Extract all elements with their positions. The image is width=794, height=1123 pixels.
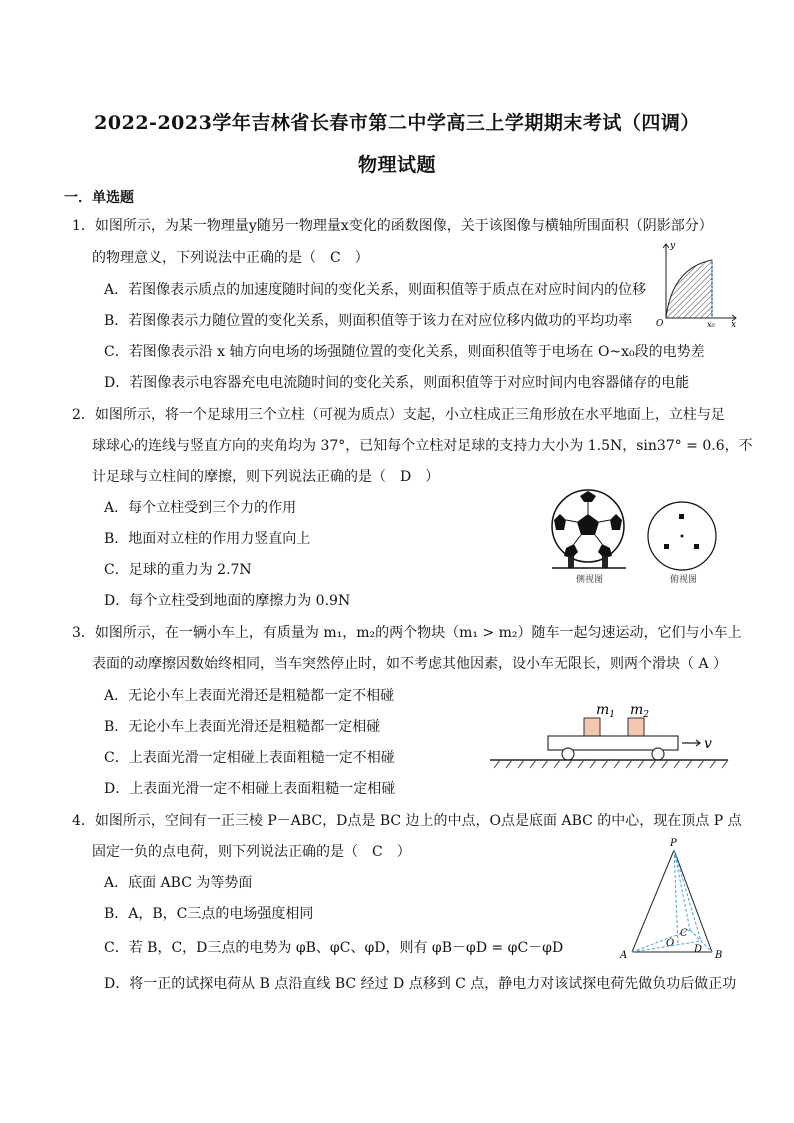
q4-label-p: P (670, 838, 677, 849)
q4-option-b: B．A，B，C三点的电场强度相同 (104, 906, 314, 922)
exam-title: 2022-2023学年吉林省长春市第二中学高三上学期期末考试（四调） (94, 112, 700, 134)
q2-top-view-caption: 俯视图 (670, 575, 698, 585)
q1-origin-label: O (656, 319, 664, 328)
q4-stem-line2: 固定一负的点电荷，则下列说法正确的是（ C ） (92, 844, 411, 860)
q4-option-d: D．将一正的试探电荷从 B 点沿直线 BC 经过 D 点移到 C 点，静电力对该试探电荷先做负功后做正功 (104, 976, 737, 992)
q3-velocity-label: v (704, 736, 712, 752)
soccer-ball-icon (552, 490, 624, 562)
q3-stem-line2: 表面的动摩擦因数始终相同，当车突然停止时，如不考虑其他因素，设小车无限长，则两个滑块（ A ） (92, 656, 728, 672)
q4-label-a: A (620, 950, 628, 961)
q3-cart-figure (488, 696, 738, 770)
q2-option-b: B．地面对立柱的作用力竖直向上 (104, 531, 311, 547)
q1-option-d: D．若图像表示电容器充电电流随时间的变化关系，则面积值等于对应时间内电容器储存的电能 (104, 375, 690, 391)
q1-x0-label: x₀ (707, 320, 715, 328)
q1-graph-figure (650, 238, 740, 328)
q1-x-label: x (731, 320, 737, 328)
q2-option-a: A．每个立柱受到三个力的作用 (104, 500, 297, 516)
q1-stem-line2: 的物理意义，下列说法中正确的是（ C ） (92, 250, 369, 266)
q2-option-d: D．每个立柱受到地面的摩擦力为 0.9N (104, 593, 351, 609)
q4-label-d: D (694, 944, 703, 955)
q2-stem-line2: 球球心的连线与竖直方向的夹角均为 37°，已知每个立柱对足球的支持力大小为 1.5N，sin37° = 0.6，不 (92, 438, 753, 454)
section-heading: 一．单选题 (64, 190, 134, 206)
q3-option-a: A．无论小车上表面光滑还是粗糙都一定不相碰 (104, 688, 395, 704)
q3-option-b: B．无论小车上表面光滑还是粗糙都一定相碰 (104, 719, 381, 735)
q3-m1-label: $m_1$ (596, 702, 616, 720)
q3-m2-label: $m_2$ (630, 702, 650, 720)
exam-subtitle: 物理试题 (357, 154, 436, 176)
q2-stem-line1: 2．如图所示，将一个足球用三个立柱（可视为质点）支起，小立柱成正三角形放在水平地面上，立柱与足 (72, 407, 725, 423)
q4-label-o: O (666, 938, 675, 949)
q4-label-c: C (680, 928, 688, 939)
q2-side-view-caption: 侧视图 (576, 575, 604, 585)
q4-option-a: A．底面 ABC 为等势面 (104, 875, 253, 891)
q4-tetrahedron-figure (616, 834, 728, 966)
ground-hatch (494, 760, 728, 768)
q2-option-c: C．足球的重力为 2.7N (104, 562, 252, 578)
q1-stem-line1: 1．如图所示，为某一物理量y随另一物理量x变化的函数图像，关于该图像与横轴所围面积（阴影部分） (72, 218, 713, 234)
q3-option-c: C．上表面光滑一定相碰上表面粗糙一定不相碰 (104, 750, 395, 766)
q2-stem-line3: 计足球与立柱间的摩擦，则下列说法正确的是（ D ） (92, 469, 440, 485)
q4-label-b: B (715, 950, 723, 961)
q1-option-a: A．若图像表示质点的加速度随时间的变化关系，则面积值等于质点在对应时间内的位移 (104, 282, 647, 298)
q3-option-d: D．上表面光滑一定不相碰上表面粗糙一定相碰 (104, 781, 396, 797)
q1-option-b: B．若图像表示力随位置的变化关系，则面积值等于该力在对应位移内做功的平均功率 (104, 313, 633, 329)
q1-option-c: C．若图像表示沿 x 轴方向电场的场强随位置的变化关系，则面积值等于电场在 O~x₀段的电势差 (104, 344, 705, 360)
q3-stem-line1: 3．如图所示，在一辆小车上，有质量为 m₁，m₂的两个物块（m₁ > m₂）随车一起匀速运动，它们与小车上 (72, 625, 742, 641)
q2-football-figure (546, 486, 726, 586)
q4-stem-line1: 4．如图所示，空间有一正三棱 P－ABC，D点是 BC 边上的中点，O点是底面 ABC 的中心，现在顶点 P 点 (72, 813, 742, 829)
q1-y-label: y (670, 241, 676, 251)
q4-option-c: C．若 B，C，D三点的电势为 φB、φC、φD，则有 φB－φD = φC－φD (104, 940, 564, 956)
